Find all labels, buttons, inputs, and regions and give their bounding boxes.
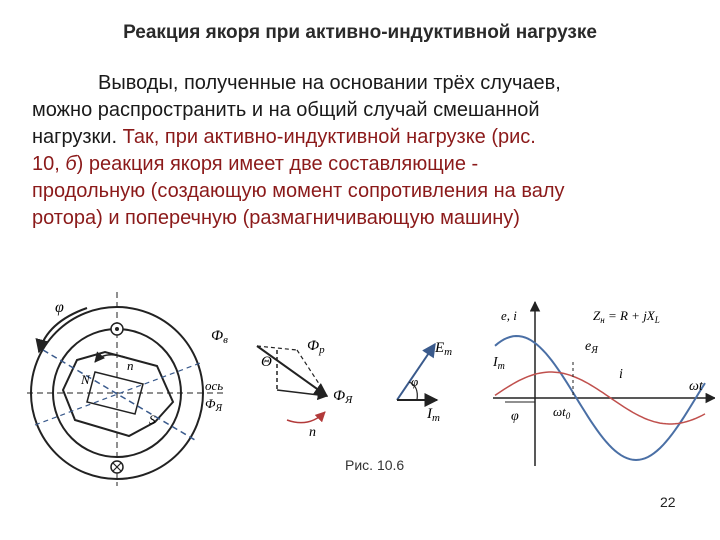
svg-text:Фр bbox=[307, 338, 325, 356]
paragraph-line-4a: 10, bbox=[32, 153, 60, 175]
paragraph-line-5: продольную (создающую момент сопротивления на валу bbox=[32, 180, 565, 202]
vectors-n-label: n bbox=[309, 425, 316, 440]
wave-im-label: I bbox=[493, 355, 498, 370]
phi-p-dashed-2 bbox=[297, 350, 327, 396]
svg-text:Em bbox=[434, 340, 452, 358]
wave-phi-label: φ bbox=[511, 409, 519, 424]
body-paragraph bbox=[32, 70, 697, 232]
paragraph-line-1: Выводы, полученные на основании трёх случаев, bbox=[98, 72, 561, 94]
page-number: 22 bbox=[660, 494, 676, 510]
machine-s-pole: S bbox=[149, 412, 156, 427]
i-m-label: I bbox=[427, 406, 432, 422]
wave-e-idx: Я bbox=[591, 345, 598, 356]
paragraph-line-2: можно распространить и на общий случай смешанной bbox=[32, 99, 540, 121]
machine-axis-sub: Ф bbox=[205, 396, 216, 411]
svg-text:eЯ bbox=[585, 339, 599, 356]
e-m-idx: m bbox=[444, 346, 453, 358]
machine-phi-label: φ bbox=[55, 299, 64, 316]
phasor-phi-label: φ bbox=[411, 374, 419, 389]
phasor-diagram bbox=[397, 340, 452, 424]
svg-text:ФЯ bbox=[205, 396, 223, 414]
phi-ya-label: Ф bbox=[333, 388, 346, 404]
wave-formula-right: = R + jX bbox=[604, 308, 655, 323]
wave-y-label: e, i bbox=[501, 308, 517, 323]
machine-n-pole: N bbox=[81, 372, 90, 387]
phi-p-idx: р bbox=[319, 344, 325, 356]
paragraph-line-3a: нагрузки. bbox=[32, 126, 118, 148]
waveform-plot bbox=[492, 302, 715, 466]
phi-ya-idx: Я bbox=[345, 394, 353, 406]
wave-i-label: i bbox=[619, 367, 623, 382]
wave-formula-right-idx: L bbox=[654, 315, 660, 325]
machine-axis-label: ось bbox=[205, 378, 224, 393]
figure-caption: Рис. 10.6 bbox=[345, 457, 405, 473]
flux-vector-diagram bbox=[211, 328, 353, 440]
svg-text:Zн = R + jXL bbox=[593, 308, 660, 325]
wave-x-label: ωt bbox=[689, 379, 703, 394]
svg-text:ФЯ bbox=[333, 388, 353, 406]
machine-n-label: n bbox=[127, 358, 134, 373]
e-m-vector bbox=[397, 344, 435, 400]
theta-label: Θ bbox=[261, 354, 272, 370]
svg-text:ωt0 bbox=[553, 404, 571, 421]
n-rotation-arrow bbox=[287, 412, 325, 423]
rotation-arrow-inner bbox=[95, 355, 127, 362]
wave-im-idx: m bbox=[497, 361, 505, 372]
machine-axis-sub-idx: Я bbox=[215, 403, 223, 414]
wave-formula-left: Z bbox=[593, 308, 601, 323]
paragraph-line-4c: ) реакция якоря имеет две составляющие - bbox=[76, 153, 479, 175]
machine-diagram bbox=[27, 292, 225, 486]
paragraph-line-4b: б bbox=[59, 153, 77, 175]
phi-p-label: Ф bbox=[307, 338, 320, 354]
i-m-idx: m bbox=[432, 412, 440, 424]
wave-t0-label: ωt bbox=[553, 404, 566, 419]
wave-t0-idx: 0 bbox=[565, 411, 571, 421]
phi-v-idx: в bbox=[223, 334, 228, 346]
rotor-body bbox=[63, 352, 173, 436]
wave-e-label: e bbox=[585, 339, 592, 354]
wave-formula-left-idx: н bbox=[600, 315, 605, 325]
svg-text:Im bbox=[426, 406, 440, 424]
svg-text:Фв bbox=[211, 328, 228, 346]
slide-title: Реакция якоря при активно-индуктивной нагрузке bbox=[123, 22, 597, 43]
paragraph-line-3b: Так, при активно-индуктивной нагрузке (рис. bbox=[117, 126, 536, 148]
e-m-label: E bbox=[435, 340, 445, 356]
svg-text:Im bbox=[492, 355, 505, 372]
paragraph-line-6: ротора) и поперечную (размагничивающую машину) bbox=[32, 207, 520, 229]
phi-v-label: Ф bbox=[211, 328, 224, 344]
